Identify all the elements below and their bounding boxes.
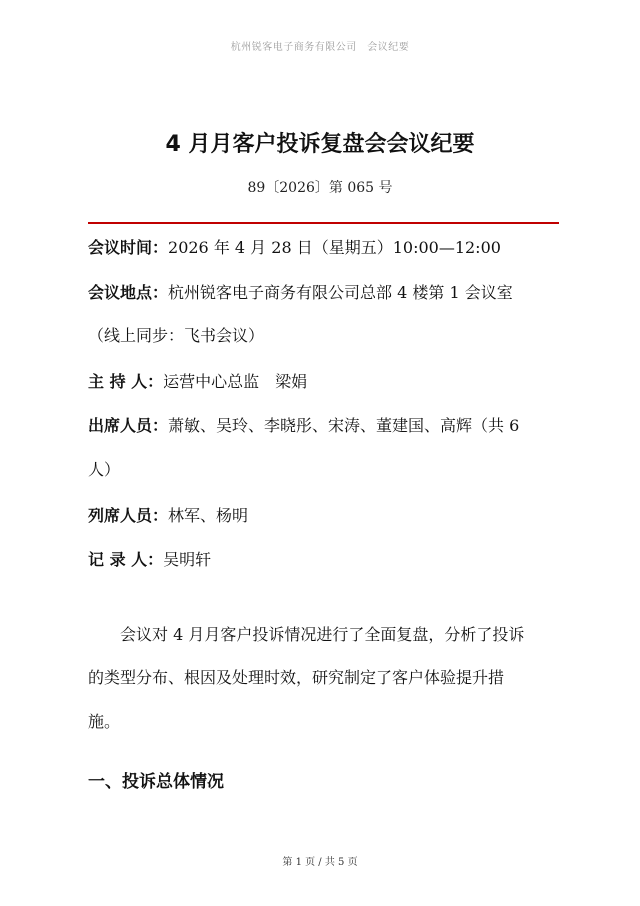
page-number: 第 1 页 / 共 5 页: [282, 857, 358, 868]
meeting-observers: [88, 505, 248, 527]
meeting-host-label: 主 持 人：: [88, 372, 164, 391]
meeting-attendees: [88, 415, 519, 437]
meeting-time: [88, 237, 501, 259]
document-title: 4 月月客户投诉复盘会会议纪要: [165, 132, 475, 157]
meeting-host-value: 运营中心总监 梁娟: [163, 372, 308, 391]
red-divider: [88, 222, 559, 224]
meeting-time-value: 2026 年 4 月 28 日（星期五）10:00—12:00: [168, 238, 501, 257]
meeting-location-continued: [88, 325, 264, 347]
meeting-recorder-value: 吴明轩: [163, 550, 212, 569]
meeting-location-value: 杭州锐客电子商务有限公司总部 4 楼第 1 会议室: [168, 283, 513, 302]
meeting-location: [88, 282, 513, 304]
summary-line: 会议对 4 月月客户投诉情况进行了全面复盘，分析了投诉: [120, 625, 525, 644]
meeting-attendees-value: 萧敏、吴玲、李晓彤、宋涛、董建国、高辉（共 6: [168, 416, 520, 435]
meeting-attendees-value-line2: 人）: [88, 460, 121, 479]
meeting-location-label: 会议地点：: [88, 283, 169, 302]
summary-line: 施。: [88, 712, 121, 731]
section-heading: 一、投诉总体情况: [88, 772, 224, 792]
meeting-time-label: 会议时间：: [88, 238, 169, 257]
meeting-attendees-label: 出席人员：: [88, 416, 169, 435]
meeting-recorder: [88, 549, 211, 571]
meeting-host: [88, 371, 307, 393]
meeting-location-value-line2: （线上同步：飞书会议）: [88, 326, 265, 345]
document-number: 89〔2026〕第 065 号: [247, 180, 393, 196]
summary-line: 的类型分布、根因及处理时效，研究制定了客户体验提升措: [88, 668, 505, 687]
running-header: 杭州锐客电子商务有限公司 会议纪要: [230, 42, 410, 53]
meeting-observers-label: 列席人员：: [88, 506, 169, 525]
meeting-recorder-label: 记 录 人：: [88, 550, 164, 569]
meeting-attendees-continued: [88, 459, 120, 481]
meeting-observers-value: 林军、杨明: [168, 506, 249, 525]
